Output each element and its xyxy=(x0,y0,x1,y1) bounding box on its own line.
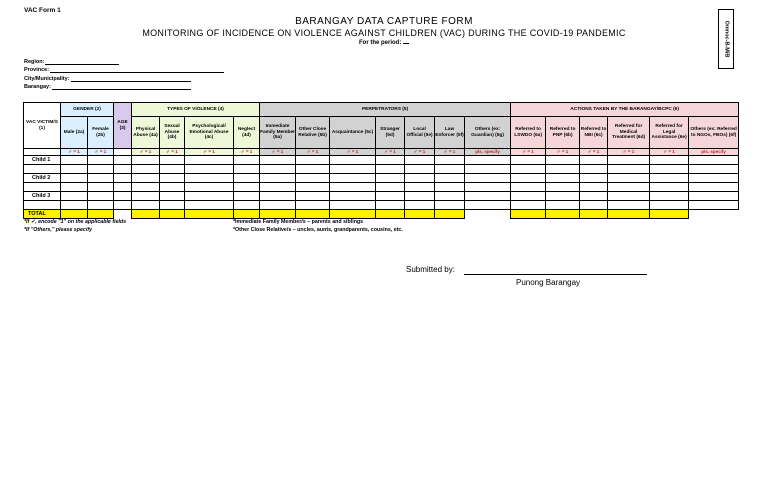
data-cell[interactable] xyxy=(61,165,88,174)
col-male: Male (2a) xyxy=(61,117,88,149)
col-sexual-abuse: Sexual Abuse (4b) xyxy=(160,117,185,149)
barangay-field[interactable] xyxy=(24,83,191,90)
data-cell[interactable] xyxy=(465,156,511,165)
data-cell[interactable] xyxy=(132,183,160,192)
data-cell[interactable] xyxy=(376,201,405,210)
data-cell[interactable] xyxy=(132,174,160,183)
data-cell[interactable] xyxy=(511,174,546,183)
code-cell: ✓ = 1 xyxy=(234,149,260,156)
data-cell[interactable] xyxy=(260,183,296,192)
row-label-child-2: Child 2 xyxy=(24,174,61,183)
col-stranger: Stranger (5d) xyxy=(376,117,405,149)
data-cell[interactable] xyxy=(511,192,546,201)
city-municipality-field[interactable] xyxy=(24,75,191,82)
data-cell[interactable] xyxy=(435,192,465,201)
data-cell[interactable] xyxy=(296,192,330,201)
col-immediate-family: Immediate Family Member (5a) xyxy=(260,117,296,149)
table-row-child-3 xyxy=(24,192,739,201)
data-cell[interactable] xyxy=(376,174,405,183)
col-female: Female (2b) xyxy=(88,117,114,149)
submitted-by-label: Submitted by: xyxy=(406,265,455,274)
data-cell[interactable] xyxy=(234,165,260,174)
period-label: For the period: xyxy=(358,40,402,46)
data-cell[interactable] xyxy=(61,183,88,192)
data-cell[interactable] xyxy=(61,156,88,165)
data-cell[interactable] xyxy=(580,156,608,165)
total-cell[interactable] xyxy=(88,210,114,219)
data-cell[interactable] xyxy=(114,165,132,174)
code-cell: ✓ = 1 xyxy=(608,149,650,156)
data-cell[interactable] xyxy=(61,201,88,210)
data-cell[interactable] xyxy=(114,201,132,210)
data-cell[interactable] xyxy=(511,183,546,192)
data-cell[interactable] xyxy=(234,192,260,201)
code-cell: ✓ = 1 xyxy=(132,149,160,156)
data-cell[interactable] xyxy=(465,165,511,174)
empty-cell xyxy=(465,210,511,219)
data-cell[interactable] xyxy=(650,192,689,201)
total-cell[interactable] xyxy=(185,210,234,219)
data-cell[interactable] xyxy=(185,183,234,192)
header-actions-taken: ACTIONS TAKEN BY THE BARANGAY/BCPC (6) xyxy=(511,103,739,117)
code-cell: ✓ = 1 xyxy=(160,149,185,156)
data-cell[interactable] xyxy=(435,174,465,183)
data-cell[interactable] xyxy=(160,165,185,174)
total-cell[interactable] xyxy=(608,210,650,219)
data-cell[interactable] xyxy=(608,201,650,210)
data-cell[interactable] xyxy=(132,201,160,210)
data-cell[interactable] xyxy=(608,165,650,174)
data-cell[interactable] xyxy=(405,165,435,174)
data-cell[interactable] xyxy=(330,201,376,210)
table-row-total xyxy=(24,210,739,219)
col-referred-nbi: Referred to NBI (6c) xyxy=(580,117,608,149)
data-cell[interactable] xyxy=(465,174,511,183)
data-cell[interactable] xyxy=(689,165,739,174)
data-cell[interactable] xyxy=(405,183,435,192)
col-physical-abuse: Physical Abuse (4a) xyxy=(132,117,160,149)
data-cell[interactable] xyxy=(405,192,435,201)
data-cell[interactable] xyxy=(546,192,580,201)
period-field[interactable] xyxy=(0,40,768,46)
total-cell[interactable] xyxy=(296,210,330,219)
data-cell[interactable] xyxy=(608,183,650,192)
data-cell[interactable] xyxy=(465,201,511,210)
data-cell[interactable] xyxy=(260,165,296,174)
data-cell[interactable] xyxy=(160,183,185,192)
header-gender: GENDER (2) xyxy=(61,103,114,117)
data-cell[interactable] xyxy=(296,174,330,183)
data-cell[interactable] xyxy=(114,183,132,192)
data-cell[interactable] xyxy=(580,201,608,210)
col-acquaintance: Acquaintance (5c) xyxy=(330,117,376,149)
row-label-child-1: Child 1 xyxy=(24,156,61,165)
region-label: Region: xyxy=(24,59,45,65)
table-row-spacer xyxy=(24,165,739,174)
header-perpetrators: PERPETRATORS (5) xyxy=(260,103,511,117)
data-cell[interactable] xyxy=(465,192,511,201)
data-cell[interactable] xyxy=(160,192,185,201)
code-cell: ✓ = 1 xyxy=(376,149,405,156)
code-cell: ✓ = 1 xyxy=(61,149,88,156)
vac-data-table xyxy=(23,102,739,219)
data-cell[interactable] xyxy=(88,165,114,174)
form-code: VAC Form 1 xyxy=(24,7,61,14)
data-cell[interactable] xyxy=(405,174,435,183)
total-cell[interactable] xyxy=(546,210,580,219)
data-cell[interactable] xyxy=(88,156,114,165)
row-label-child-3: Child 3 xyxy=(24,192,61,201)
region-field[interactable] xyxy=(24,58,119,65)
note-others-instruction: *If "Others," please specify xyxy=(24,227,93,233)
data-cell[interactable] xyxy=(511,156,546,165)
data-cell[interactable] xyxy=(260,174,296,183)
data-cell[interactable] xyxy=(296,183,330,192)
data-cell[interactable] xyxy=(580,165,608,174)
note-other-close-relative: *Other Close Relative/s – uncles, aunts, grandparents, cousins, etc. xyxy=(233,227,403,233)
empty-cell xyxy=(689,210,739,219)
data-cell[interactable] xyxy=(61,192,88,201)
data-cell[interactable] xyxy=(132,165,160,174)
data-cell[interactable] xyxy=(330,183,376,192)
data-cell[interactable] xyxy=(185,201,234,210)
data-cell[interactable] xyxy=(185,192,234,201)
data-cell[interactable] xyxy=(435,201,465,210)
data-cell[interactable] xyxy=(608,192,650,201)
data-cell[interactable] xyxy=(650,183,689,192)
data-cell[interactable] xyxy=(405,201,435,210)
data-cell[interactable] xyxy=(61,174,88,183)
col-referred-pnp: Referred to PNP (6b) xyxy=(546,117,580,149)
data-cell[interactable] xyxy=(650,201,689,210)
col-other-close-relative: Other Close Relative (5b) xyxy=(296,117,330,149)
data-cell[interactable] xyxy=(296,156,330,165)
data-cell[interactable] xyxy=(465,183,511,192)
total-cell[interactable] xyxy=(580,210,608,219)
header-age: AGE (3) xyxy=(114,103,132,149)
data-cell[interactable] xyxy=(160,174,185,183)
table-row-child-1 xyxy=(24,156,739,165)
data-cell[interactable] xyxy=(546,174,580,183)
data-cell[interactable] xyxy=(608,174,650,183)
header-types-of-violence: TYPES OF VIOLENCE (4) xyxy=(132,103,260,117)
row-label-total: TOTAL xyxy=(24,210,61,219)
total-cell[interactable] xyxy=(330,210,376,219)
data-cell[interactable] xyxy=(88,201,114,210)
data-cell[interactable] xyxy=(689,201,739,210)
total-cell[interactable] xyxy=(405,210,435,219)
data-cell[interactable] xyxy=(689,183,739,192)
data-cell[interactable] xyxy=(88,183,114,192)
total-cell[interactable] xyxy=(650,210,689,219)
data-cell[interactable] xyxy=(689,174,739,183)
table-row-spacer xyxy=(24,183,739,192)
code-specify-cell: pls. specify xyxy=(465,149,511,156)
code-cell: ✓ = 1 xyxy=(296,149,330,156)
col-referred-legal: Referred for Legal Assistance (6e) xyxy=(650,117,689,149)
code-cell: ✓ = 1 xyxy=(580,149,608,156)
data-cell[interactable] xyxy=(296,201,330,210)
code-specify-cell: pls. specify xyxy=(689,149,739,156)
data-cell[interactable] xyxy=(546,183,580,192)
data-cell[interactable] xyxy=(580,183,608,192)
code-row xyxy=(24,149,739,156)
data-cell[interactable] xyxy=(689,156,739,165)
data-cell[interactable] xyxy=(405,156,435,165)
code-cell: ✓ = 1 xyxy=(330,149,376,156)
code-cell: ✓ = 1 xyxy=(511,149,546,156)
form-reference-code: Omnoc-B-MiB xyxy=(723,20,730,58)
data-cell[interactable] xyxy=(376,192,405,201)
total-cell[interactable] xyxy=(376,210,405,219)
col-psychological-abuse: Psychological/ Emotional Abuse (4c) xyxy=(185,117,234,149)
data-cell[interactable] xyxy=(234,201,260,210)
signature-line[interactable] xyxy=(464,274,647,275)
data-cell[interactable] xyxy=(435,183,465,192)
data-cell[interactable] xyxy=(132,192,160,201)
data-cell[interactable] xyxy=(160,156,185,165)
data-cell[interactable] xyxy=(260,201,296,210)
data-cell[interactable] xyxy=(114,156,132,165)
form-subtitle: MONITORING OF INCIDENCE ON VIOLENCE AGAINST CHILDREN (VAC) DURING THE COVID-19 PANDEMIC xyxy=(142,28,626,38)
data-cell[interactable] xyxy=(88,174,114,183)
data-cell[interactable] xyxy=(330,156,376,165)
note-immediate-family: *Immediate Family Member/s – parents and siblings xyxy=(233,219,364,225)
data-cell[interactable] xyxy=(435,156,465,165)
city-municipality-label: City/Municipality: xyxy=(24,76,70,82)
data-cell[interactable] xyxy=(376,165,405,174)
code-cell: ✓ = 1 xyxy=(260,149,296,156)
data-cell[interactable] xyxy=(234,156,260,165)
col-local-official: Local Official (5e) xyxy=(405,117,435,149)
data-cell[interactable] xyxy=(580,192,608,201)
total-cell[interactable] xyxy=(260,210,296,219)
header-vac-victims: VAC VICTIM/S (1) xyxy=(24,103,61,149)
barangay-label: Barangay: xyxy=(24,84,51,90)
code-cell: ✓ = 1 xyxy=(185,149,234,156)
col-action-others: Others (ex: Referred to NGOs, FBOs) (6f) xyxy=(689,117,739,149)
data-cell[interactable] xyxy=(234,183,260,192)
data-cell[interactable] xyxy=(160,201,185,210)
data-cell[interactable] xyxy=(650,156,689,165)
table-row-spacer xyxy=(24,201,739,210)
data-cell[interactable] xyxy=(185,156,234,165)
total-cell[interactable] xyxy=(511,210,546,219)
total-cell[interactable] xyxy=(61,210,88,219)
province-label: Province: xyxy=(24,67,50,73)
data-cell[interactable] xyxy=(185,165,234,174)
code-cell: ✓ = 1 xyxy=(88,149,114,156)
data-cell[interactable] xyxy=(546,165,580,174)
empty-cell xyxy=(114,210,132,219)
total-cell[interactable] xyxy=(234,210,260,219)
total-cell[interactable] xyxy=(160,210,185,219)
data-cell[interactable] xyxy=(546,201,580,210)
data-cell[interactable] xyxy=(376,183,405,192)
code-cell: ✓ = 1 xyxy=(435,149,465,156)
data-cell[interactable] xyxy=(435,165,465,174)
data-cell[interactable] xyxy=(608,156,650,165)
data-cell[interactable] xyxy=(330,165,376,174)
form-title: BARANGAY DATA CAPTURE FORM xyxy=(295,16,473,27)
data-cell[interactable] xyxy=(689,192,739,201)
code-cell: ✓ = 1 xyxy=(405,149,435,156)
data-cell[interactable] xyxy=(185,174,234,183)
data-cell[interactable] xyxy=(580,174,608,183)
data-cell[interactable] xyxy=(650,165,689,174)
data-cell[interactable] xyxy=(511,201,546,210)
col-neglect: Neglect (4d) xyxy=(234,117,260,149)
data-cell[interactable] xyxy=(234,174,260,183)
col-perp-others: Others (ex: Guardian) (5g) xyxy=(465,117,511,149)
data-cell[interactable] xyxy=(330,192,376,201)
col-law-enforcer: Law Enforcer (5f) xyxy=(435,117,465,149)
code-cell xyxy=(114,149,132,156)
data-cell[interactable] xyxy=(330,174,376,183)
total-cell[interactable] xyxy=(435,210,465,219)
data-cell[interactable] xyxy=(376,156,405,165)
code-cell: ✓ = 1 xyxy=(546,149,580,156)
data-cell[interactable] xyxy=(132,156,160,165)
code-cell xyxy=(24,149,61,156)
data-cell[interactable] xyxy=(650,174,689,183)
data-cell[interactable] xyxy=(511,165,546,174)
col-referred-medical: Referred for Medical Treatment (6d) xyxy=(608,117,650,149)
data-cell[interactable] xyxy=(114,192,132,201)
code-cell: ✓ = 1 xyxy=(650,149,689,156)
province-field[interactable] xyxy=(24,66,224,73)
data-cell[interactable] xyxy=(296,165,330,174)
data-cell[interactable] xyxy=(260,156,296,165)
data-cell[interactable] xyxy=(114,174,132,183)
data-cell[interactable] xyxy=(546,156,580,165)
note-encode-instruction: *If ✓, encode "1" on the applicable fields xyxy=(24,219,127,225)
total-cell[interactable] xyxy=(132,210,160,219)
table-row-child-2 xyxy=(24,174,739,183)
col-referred-lswdo: Referred to LSWDO (6a) xyxy=(511,117,546,149)
data-cell[interactable] xyxy=(260,192,296,201)
signatory-title: Punong Barangay xyxy=(516,278,581,287)
data-cell[interactable] xyxy=(88,192,114,201)
